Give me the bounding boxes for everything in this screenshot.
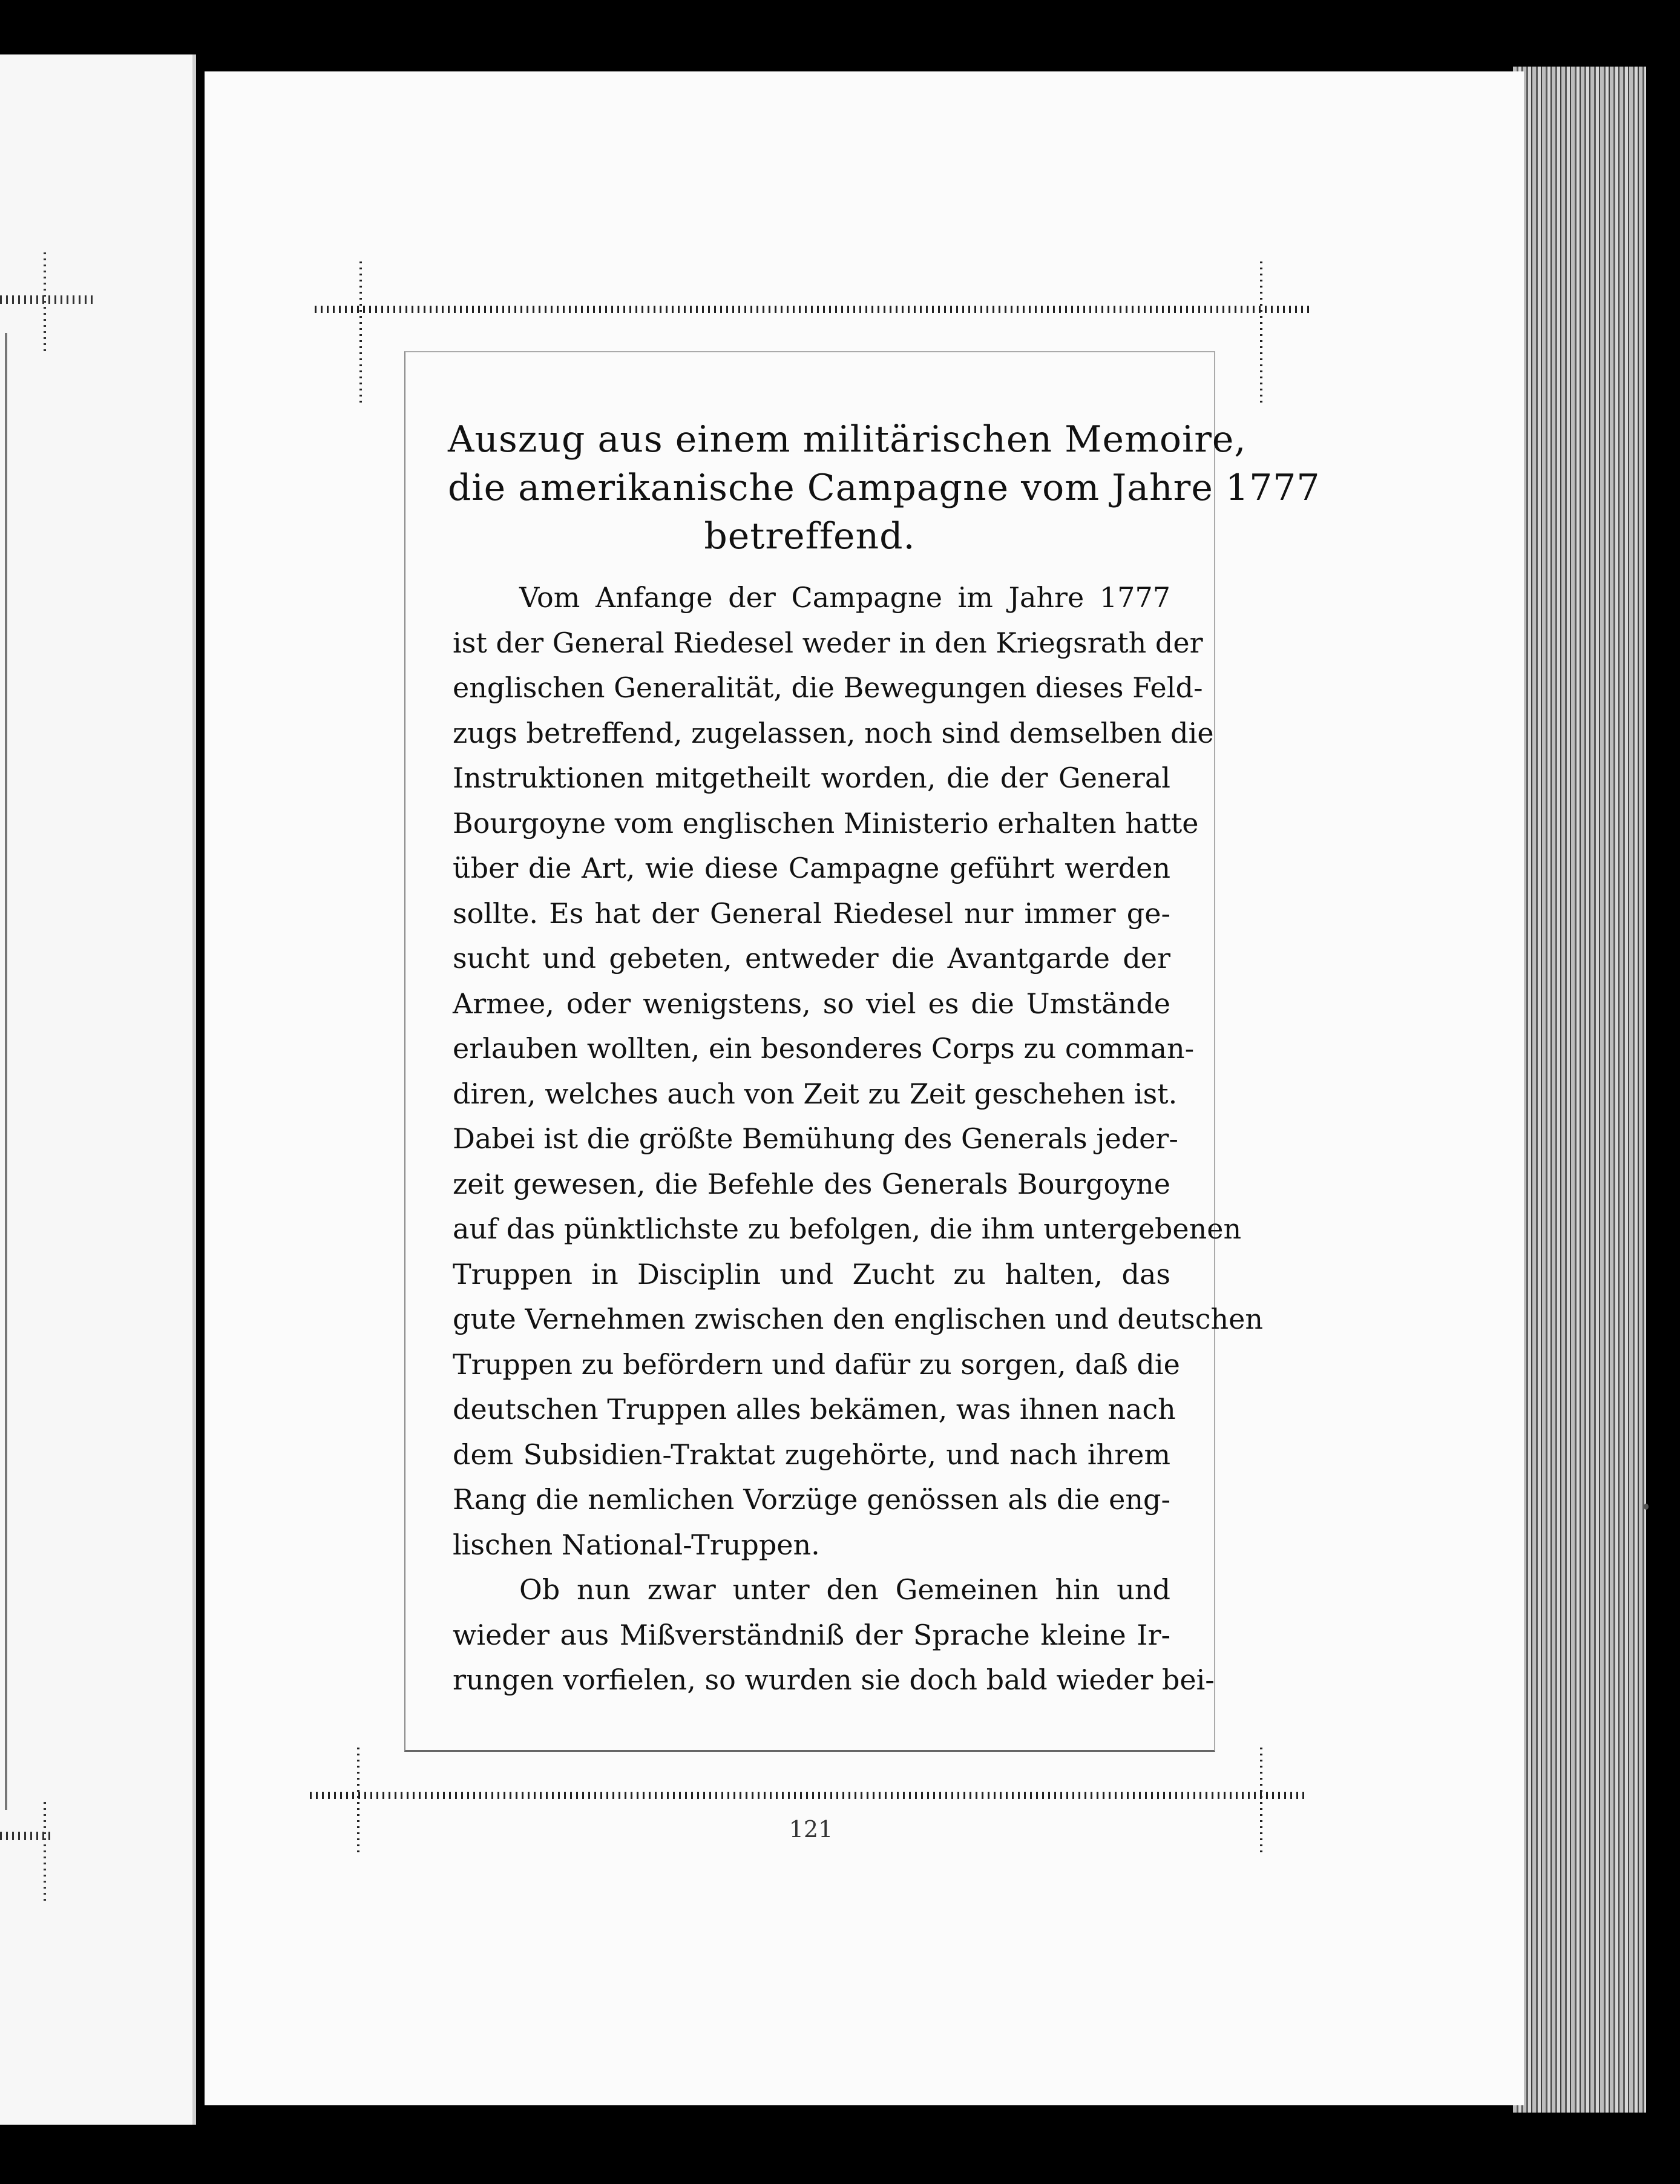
ornament-dotted-rule	[0, 1832, 54, 1840]
body-text	[453, 575, 1264, 1703]
ornament-top-rule	[315, 306, 1313, 313]
text-line: Truppen zu befördern und dafür zu sorgen, daß die	[453, 1347, 1180, 1381]
text-line: Truppen in Disciplin und Zucht zu halten, das	[453, 1257, 1170, 1291]
page-edge-stack	[1513, 67, 1646, 2113]
text-line: sucht und gebeten, entweder die Avantgarde der	[453, 942, 1170, 975]
text-line: diren, welches auch von Zeit zu Zeit geschehen ist.	[453, 1077, 1178, 1110]
text-line: Rang die nemlichen Vorzüge genössen als die eng-	[453, 1483, 1170, 1516]
ornament-left-top-rule	[359, 257, 362, 403]
text-line: Dabei ist die größte Bemühung des Generals jeder-	[453, 1122, 1178, 1155]
text-line: Bourgoyne vom englischen Ministerio erhalten hatte	[453, 806, 1199, 840]
ornament-bottom-rule	[310, 1792, 1308, 1799]
heading-line: betreffend.	[704, 515, 916, 558]
text-line: Instruktionen mitgetheilt worden, die der General	[453, 761, 1170, 794]
text-line: zeit gewesen, die Befehle des Generals Bourgoyne	[453, 1167, 1170, 1200]
text-line: englischen Generalität, die Bewegungen dieses Feld-	[453, 671, 1203, 704]
text-line: ist der General Riedesel weder in den Kriegsrath der	[453, 626, 1203, 659]
text-line: Armee, oder wenigstens, so viel es die Umstände	[453, 987, 1170, 1020]
text-line: gute Vernehmen zwischen den englischen und deutschen	[453, 1303, 1264, 1335]
text-line: lischen National-Truppen.	[453, 1528, 820, 1561]
ornament-right-top-rule	[1260, 257, 1262, 403]
text-frame-edge	[5, 333, 7, 1810]
ornament-right-bottom-rule	[1260, 1743, 1262, 1852]
text-line: über die Art, wie diese Campagne geführt werden	[453, 852, 1170, 884]
facing-page	[0, 54, 196, 2125]
heading-line: Auszug aus einem militärischen Memoire,	[448, 418, 1247, 461]
ornament-dotted-rule	[0, 295, 97, 304]
paper-speck	[1644, 1504, 1649, 1510]
chapter-heading	[448, 415, 1321, 561]
ornament-left-bottom-rule	[357, 1743, 359, 1852]
text-line: Vom Anfange der Campagne im Jahre 1777	[519, 581, 1170, 614]
ornament-dotted-rule	[44, 1798, 46, 1901]
text-line: Ob nun zwar unter den Gemeinen hin und	[519, 1573, 1170, 1606]
text-line: zugs betreffend, zugelassen, noch sind demselben die	[453, 716, 1214, 749]
text-line: dem Subsidien-Traktat zugehörte, und nach ihrem	[453, 1438, 1170, 1471]
text-line: auf das pünktlichste zu befolgen, die ihm untergebenen	[453, 1212, 1242, 1245]
ornament-dotted-rule	[44, 248, 46, 351]
page-number: 121	[789, 1816, 833, 1843]
text-line: deutschen Truppen alles bekämen, was ihnen nach	[453, 1393, 1176, 1426]
text-line: rungen vorfielen, so wurden sie doch bald wieder bei-	[453, 1663, 1215, 1696]
text-line: wieder aus Mißverständniß der Sprache kleine Ir-	[453, 1618, 1170, 1651]
text-line: sollte. Es hat der General Riedesel nur immer ge-	[453, 896, 1170, 930]
text-line: erlauben wollten, ein besonderes Corps zu comman-	[453, 1032, 1195, 1065]
heading-line: die amerikanische Campagne vom Jahre 1777	[448, 467, 1321, 509]
